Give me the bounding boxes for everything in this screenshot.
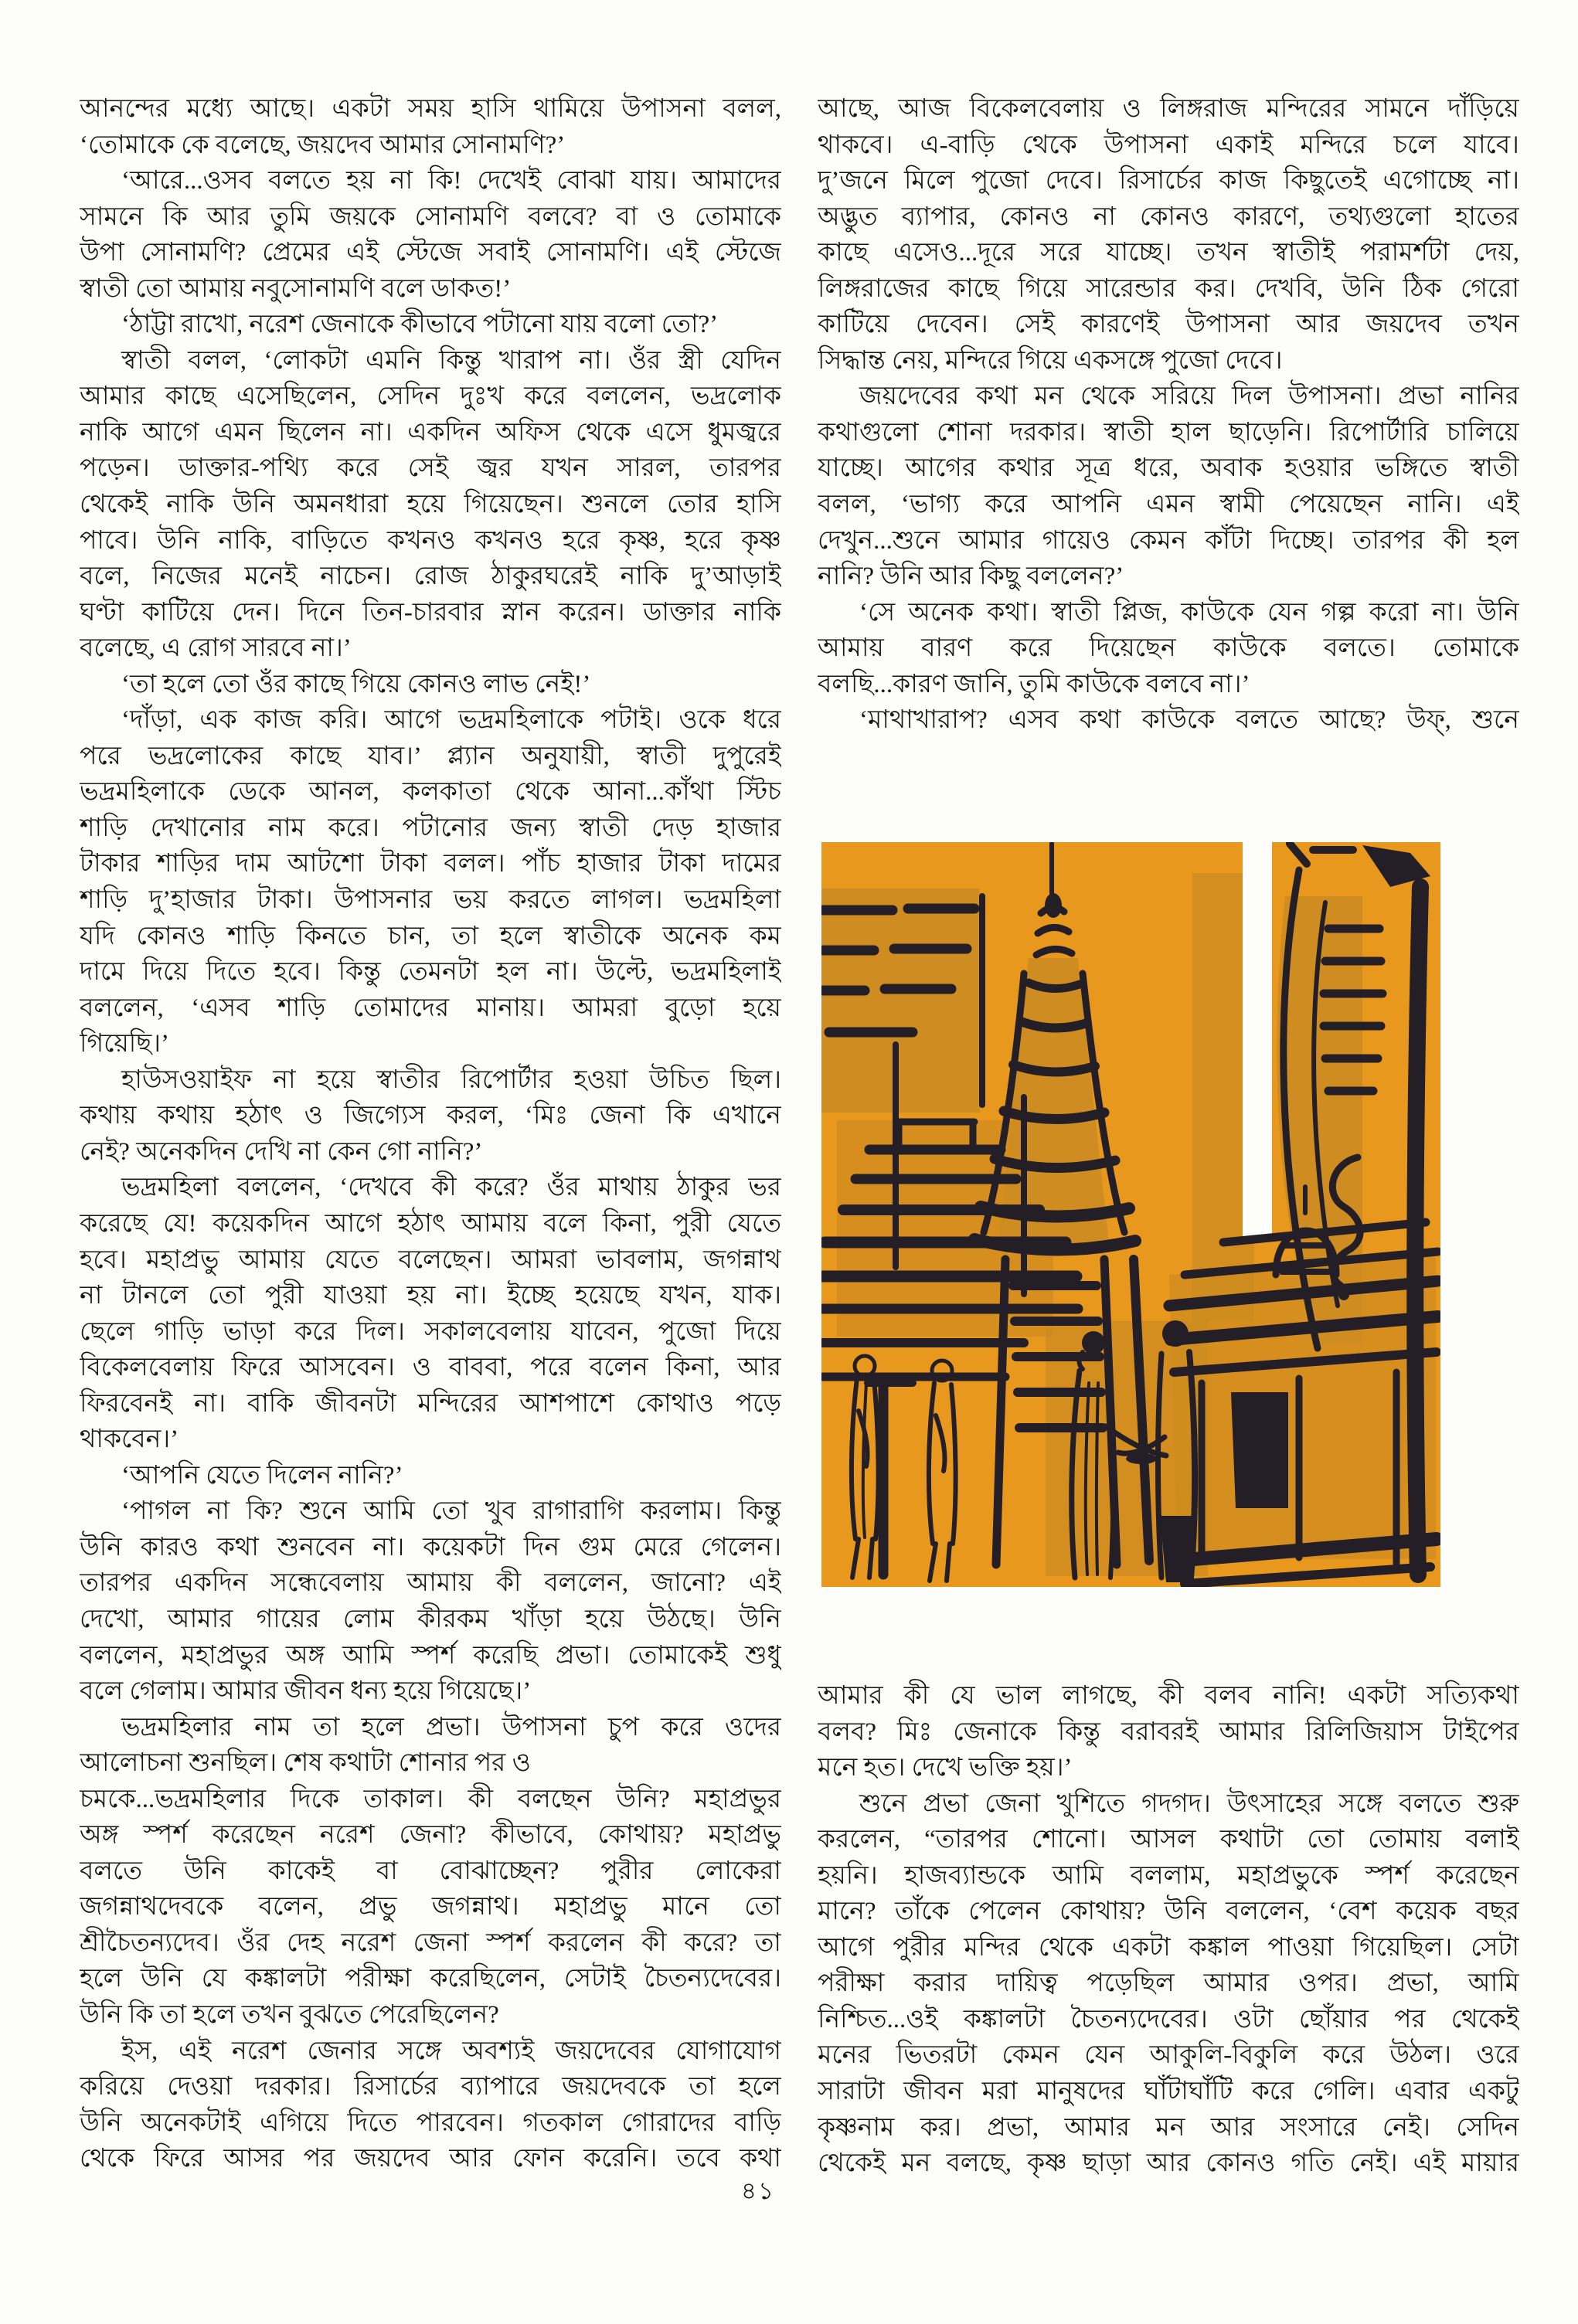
text-line: কৃষ্ণনাম কর। প্রভা, আমার মন আর সংসারে নেই। সেদিন [818, 2113, 1519, 2142]
text-line: থেকে ফিরে আসর পর জয়দেব আর ফোন করেনি। তবে কথা [80, 2145, 781, 2173]
text-line: উপা সোনামণি? প্রেমের এই স্টেজে সবাই সোনামণি। এই স্টেজে [80, 239, 781, 267]
text-line: বলছি...কারণ জানি, তুমি কাউকে বলবে না।’ [818, 670, 1250, 698]
text-line: ‘সে অনেক কথা। স্বাতী প্লিজ, কাউকে যেন গল্প করো না। উনি [859, 598, 1519, 627]
text-line: করেছে যে! কয়েকদিন আগে হঠাৎ আমায় বলে কিনা, পুরী যেতে [80, 1209, 781, 1238]
temple-ink-illustration [821, 842, 1440, 1587]
text-line: পড়েন। ডাক্তার-পথ্যি করে সেই জ্বর যখন সারল, তারপর [80, 454, 781, 483]
text-line: ভদ্রমহিলার নাম তা হলে প্রভা। উপাসনা চুপ করে ওদের [121, 1713, 781, 1741]
text-line: আছে, আজ বিকেলবেলায় ও লিঙ্গরাজ মন্দিরের সামনে দাঁড়িয়ে [818, 95, 1519, 123]
text-line: ভদ্রমহিলা বললেন, ‘দেখবে কী করে? ওঁর মাথায় ঠাকুর ভর [121, 1174, 781, 1202]
text-line: হলে উনি যে কঙ্কালটা পরীক্ষা করেছিলেন, সেটাই চৈতন্যদেবের। [80, 1965, 781, 1993]
text-line: চমকে...ভদ্রমহিলার দিকে তাকাল। কী বলছেন উনি? মহাপ্রভুর [80, 1785, 781, 1813]
text-line: ছেলে গাড়ি ভাড়া করে দিল। সকালবেলায় যাবেন, পুজো দিয়ে [80, 1317, 781, 1346]
text-line: কথায় কথায় হঠাৎ ও জিগ্যেস করল, ‘মিঃ জেনা কি এখানে [80, 1102, 781, 1130]
text-line: পরীক্ষা করার দায়িত্ব পড়েছিল আমার ওপর। প্রভা, আমি [818, 1969, 1519, 1998]
text-line: নিশ্চিত...ওই কঙ্কালটা চৈতন্যদেবের। ওটা ছোঁয়ার পর থেকেই [818, 2005, 1519, 2034]
text-line: বিকেলবেলায় ফিরে আসবেন। ও বাববা, পরে বলেন কিনা, আর [80, 1354, 781, 1382]
paper-gap-strip [1243, 842, 1272, 1240]
text-line: কাটিয়ে দেবেন। সেই কারণেই উপাসনা আর জয়দেব তখন [818, 311, 1519, 339]
text-line: ‘তা হলে তো ওঁর কাছে গিয়ে কোনও লাভ নেই!’ [121, 670, 591, 698]
text-line: ‘মাথাখারাপ? এসব কথা কাউকে বলতে আছে? উফ্, শুনে [859, 706, 1519, 735]
text-line: সিদ্ধান্ত নেয়, মন্দিরে গিয়ে একসঙ্গে পুজো দেবে। [818, 346, 1283, 375]
text-line: বলেছে, এ রোগ সারবে না।’ [80, 634, 352, 663]
text-line: দামে দিয়ে দিতে হবে। কিন্তু তেমনটা হল না। উল্টে, ভদ্রমহিলাই [80, 958, 781, 987]
text-line: ফিরবেনই না। বাকি জীবনটা মন্দিরের আশপাশে কোথাও পড়ে [80, 1389, 781, 1418]
text-line: বলল, ‘ভাগ্য করে আপনি এমন স্বামী পেয়েছেন নানি। এই [818, 491, 1519, 519]
text-line: ‘পাগল না কি? শুনে আমি তো খুব রাগারাগি করলাম। কিন্তু [121, 1497, 781, 1526]
text-line: ঘণ্টা কাটিয়ে দেন। দিনে তিন-চারবার স্নান করেন। ডাক্তার নাকি [80, 598, 781, 627]
right-column-top [818, 91, 1519, 739]
text-line: শ্রীচৈতন্যদেব। ওঁর দেহ নরেশ জেনা স্পর্শ করলেন কী করে? তা [80, 1928, 781, 1957]
temple-ink-illustration-svg [821, 842, 1440, 1587]
text-line: ‘ঠাট্টা রাখো, নরেশ জেনাকে কীভাবে পটানো যায় বলো তো?’ [121, 311, 719, 339]
text-line: নানি? উনি আর কিছু বললেন?’ [818, 562, 1124, 591]
text-line: না টানলে তো পুরী যাওয়া হয় না। ইচ্ছে হয়েছে যখন, যাক। [80, 1282, 781, 1310]
text-line: উনি কি তা হলে তখন বুঝতে পেরেছিলেন? [80, 2000, 499, 2029]
text-line: মানে? তাঁকে পেলেন কোথায়? উনি বললেন, ‘বেশ কয়েক বছর [818, 1898, 1519, 1926]
text-line: বললেন, ‘এসব শাড়ি তোমাদের মানায়। আমরা বুড়ো হয়ে [80, 994, 781, 1022]
text-line: মনে হত। দেখে ভক্তি হয়।’ [818, 1754, 1073, 1782]
text-line: বলব? মিঃ জেনাকে কিন্তু বরাবরই আমার রিলিজিয়াস টাইপের [818, 1718, 1519, 1746]
page-number: ৪১ [740, 2177, 776, 2204]
text-line: দু’জনে মিলে পুজো দেবে। রিসার্চের কাজ কিছুতেই এগোচ্ছে না। [818, 167, 1519, 195]
text-line: করিয়ে দেওয়া দরকার। রিসার্চের ব্যাপারে জয়দেবকে তা হলে [80, 2073, 781, 2101]
text-line: আগে পুরীর মন্দির থেকে একটা কঙ্কাল পাওয়া গিয়েছিল। সেটা [818, 1933, 1519, 1962]
text-line: পরে ভদ্রলোকের কাছে যাব।’ প্ল্যান অনুযায়ী, স্বাতী দুপুরেই [80, 742, 781, 770]
text-line: আনন্দের মধ্যে আছে। একটা সময় হাসি থামিয়ে উপাসনা বলল, [80, 95, 781, 123]
text-line: হবে। মহাপ্রভু আমায় যেতে বলেছেন। আমরা ভাবলাম, জগন্নাথ [80, 1245, 781, 1274]
text-line: শুনে প্রভা জেনা খুশিতে গদগদ। উৎসাহের সঙ্গে বলতে শুরু [859, 1789, 1519, 1818]
text-line: অঙ্গ স্পর্শ করেছেন নরেশ জেনা? কীভাবে, কোথায়? মহাপ্রভু [80, 1821, 781, 1850]
text-line: বলে গেলাম। আমার জীবন ধন্য হয়ে গিয়েছে।’ [80, 1677, 532, 1706]
text-line: ‘দাঁড়া, এক কাজ করি। আগে ভদ্রমহিলাকে পটাই। ওকে ধরে [121, 706, 781, 735]
right-column-bottom [818, 1678, 1519, 2182]
text-line: আমায় বারণ করে দিয়েছেন কাউকে বলতে। তোমাকে [818, 634, 1519, 663]
text-line: থেকেই মন বলছে, কৃষ্ণ ছাড়া আর কোনও গতি নেই। এই মায়ার [818, 2149, 1519, 2178]
text-line: ‘আপনি যেতে দিলেন নানি?’ [121, 1461, 403, 1490]
text-line: মনের ভিতরটা কেমন যেন আকুলি-বিকুলি করে উঠল। ওরে [818, 2041, 1519, 2070]
text-line: উনি অনেকটাই এগিয়ে দিতে পারবেন। গতকাল গোরাদের বাড়ি [80, 2108, 781, 2137]
left-column [80, 91, 781, 2177]
text-line: যদি কোনও শাড়ি কিনতে চান, তা হলে স্বাতীকে অনেক কম [80, 922, 781, 950]
text-line: লিঙ্গরাজের কাছে গিয়ে সারেন্ডার কর। দেখবি, উনি ঠিক গেরো [818, 274, 1519, 303]
text-line: করলেন, “তারপর শোনো। আসল কথাটা তো তোমায় বলাই [818, 1826, 1519, 1854]
text-line: অদ্ভুত ব্যাপার, কোনও না কোনও কারণে, তথ্যগুলো হাতের [818, 202, 1519, 231]
text-line: শাড়ি দেখানোর নাম করে। পটানোর জন্য স্বাতী দেড় হাজার [80, 814, 781, 842]
text-line: নাকি আগে এমন ছিলেন না। একদিন অফিস থেকে এসে ধুমজ্বরে [80, 418, 781, 447]
text-line: গিয়েছি।’ [80, 1030, 169, 1058]
text-line: ইস, এই নরেশ জেনার সঙ্গে অবশ্যই জয়দেবের যোগাযোগ [121, 2037, 781, 2065]
text-line: হাউসওয়াইফ না হয়ে স্বাতীর রিপোর্টার হওয়া উচিত ছিল। [121, 1065, 781, 1094]
text-line: আমার কাছে এসেছিলেন, সেদিন দুঃখ করে বললেন, ভদ্রলোক [80, 382, 781, 411]
text-line: স্বাতী তো আমায় নবুসোনামণি বলে ডাকত!’ [80, 274, 512, 303]
text-line: দেখো, আমার গায়ের লোম কীরকম খাঁড়া হয়ে উঠছে। উনি [80, 1605, 781, 1633]
text-line: জগন্নাথদেবকে বলেন, প্রভু জগন্নাথ। মহাপ্রভু মানে তো [80, 1893, 781, 1921]
text-line: জয়দেবের কথা মন থেকে সরিয়ে দিল উপাসনা। প্রভা নানির [859, 382, 1519, 411]
text-line: কাছে এসেও...দূরে সরে যাচ্ছে। তখন স্বাতীই পরামর্শটা দেয়, [818, 239, 1519, 267]
text-line: শাড়ি দু’হাজার টাকা। উপাসনার ভয় করতে লাগল। ভদ্রমহিলা [80, 886, 781, 915]
text-line: কথাগুলো শোনা দরকার। স্বাতী হাল ছাড়েনি। রিপোর্টারি চালিয়ে [818, 418, 1519, 447]
text-line: সারাটা জীবন মরা মানুষদের ঘাঁটাঘাঁটি করে গেলি। এবার একটু [818, 2078, 1519, 2106]
text-line: উনি কারও কথা শুনবেন না। কয়েকটা দিন গুম মেরে গেলেন। [80, 1533, 781, 1561]
text-line: ‘আরে...ওসব বলতে হয় না কি! দেখেই বোঝা যায়। আমাদের [121, 167, 781, 195]
text-line: ‘তোমাকে কে বলেছে, জয়দেব আমার সোনামণি?’ [80, 131, 566, 159]
text-line: যাচ্ছে। আগের কথার সূত্র ধরে, অবাক হওয়ার ভঙ্গিতে স্বাতী [818, 454, 1519, 483]
text-line: আলোচনা শুনছিল। শেষ কথাটা শোনার পর ও [80, 1749, 531, 1778]
text-line: থাকবেন।’ [80, 1425, 179, 1454]
text-line: বলতে উনি কাকেই বা বোঝাচ্ছেন? পুরীর লোকেরা [80, 1857, 781, 1885]
text-line: সামনে কি আর তুমি জয়কে সোনামণি বলবে? বা ও তোমাকে [80, 202, 781, 231]
text-line: পাবে। উনি নাকি, বাড়িতে কখনও কখনও হরে কৃষ্ণ, হরে কৃষ্ণ [80, 526, 781, 555]
text-line: থেকেই নাকি উনি অমনধারা হয়ে গিয়েছেন। শুনলে তোর হাসি [80, 491, 781, 519]
text-line: টাকার শাড়ির দাম আটশো টাকা বলল। পাঁচ হাজার টাকা দামের [80, 850, 781, 878]
text-line: তারপর একদিন সন্ধেবেলায় আমায় কী বললেন, জানো? এই [80, 1569, 781, 1598]
text-line: দেখুন...শুনে আমার গায়েও কেমন কাঁটা দিচ্ছে। তারপর কী হল [818, 526, 1519, 555]
text-line: বলে, নিজের মনেই নাচেন। রোজ ঠাকুরঘরেই নাকি দু’আড়াই [80, 562, 781, 591]
text-line: নেই? অনেকদিন দেখি না কেন গো নানি?’ [80, 1137, 483, 1166]
text-line: স্বাতী বলল, ‘লোকটা এমনি কিন্তু খারাপ না। ওঁর স্ত্রী যেদিন [121, 346, 781, 375]
text-line: হয়নি। হাজব্যান্ডকে আমি বললাম, মহাপ্রভুকে স্পর্শ করেছেন [818, 1861, 1519, 1890]
text-line: ভদ্রমহিলাকে ডেকে আনল, কলকাতা থেকে আনা...কাঁথা স্টিচ [80, 778, 781, 807]
text-line: আমার কী যে ভাল লাগছে, কী বলব নানি! একটা সত্যিকথা [818, 1682, 1519, 1710]
text-line: থাকবে। এ-বাড়ি থেকে উপাসনা একাই মন্দিরে চলে যাবে। [818, 131, 1519, 159]
text-line: বললেন, মহাপ্রভুর অঙ্গ আমি স্পর্শ করেছি প্রভা। তোমাকেই শুধু [80, 1641, 781, 1670]
